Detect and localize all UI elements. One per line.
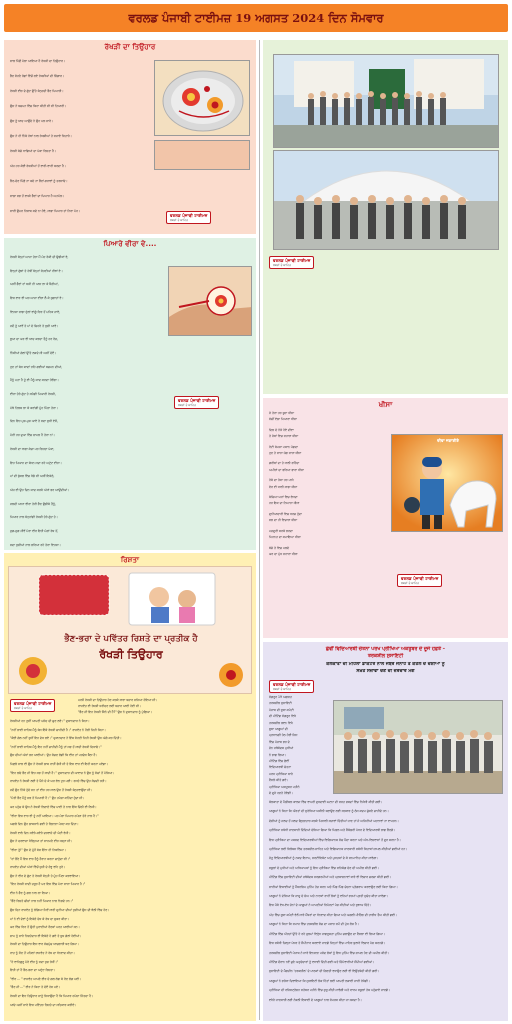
taraksheel-heading (267, 646, 504, 660)
text-line: ਰੱਖੜੀਆਂ ਹਨ ਤੁਸੀਂ ਆਪਣੀ ਪਸੰਦ ਦੀ ਚੁਣ ਲਵੋ।" ਦੁਕਾਨਦਾਰ ਨੇ ਕਿਹਾ। (10, 719, 90, 723)
text-line: "ਹੇ ਵਾਹਿਗੁਰੂ ਮੇਰੇ ਵੀਰ ਨੂੰ ਸਦਾ ਖੁਸ਼ ਰੱਖੀਂ।" (10, 959, 59, 964)
text-line: ਉਸ ਨੇ ਦਰਵਾਜ਼ਾ ਖੋਲ੍ਹਿਆ ਤਾਂ ਸਾਹਮਣੇ ਵੀਰ ਖੜ੍ਹਾ ਸੀ। (10, 839, 73, 844)
text-line: ਮੀਟਿੰਗ ਵਿੱਚ ਔਰਤਾਂ ਉੱਤੇ ਹੋ ਰਹੇ ਜ਼ੁਲਮਾਂ ਵਿਰੁੱਧ ਜਾਗਰੂਕਤਾ ਮੁਹਿੰਮ ਚਲਾਉਣ ਦਾ ਫੈਸਲਾ ਵੀ ਲਿਆ ਗਿਆ। (269, 931, 385, 936)
text-line: "ਵੀਰ ... " ਰਾਜਵੰਤ ਆਪਣੇ ਵੀਰ ਦੇ ਗਲ ਲੱਗ ਕੇ ਰੋਣ ਲੱਗ ਪਈ। (10, 976, 82, 981)
text-line: ਆਗੂਆਂ ਨੇ ਭਰੋਸਾ ਦਿਵਾਇਆ ਕਿ ਸੁਸਾਇਟੀ ਲੋਕ ਹਿੱਤਾਂ ਲਈ ਆਪਣੀ ਲੜਾਈ ਜਾਰੀ ਰੱਖੇਗੀ। (269, 978, 370, 983)
text-line: ਪ੍ਰਧਾਨਗੀ ਹੇਠ ਹੋਈ ਜਿਸ (269, 733, 298, 738)
text-line: ਦਿਲ ਦੇ ਨੇੜੇ ਹੋਵੇ ਦੀਵਾ (269, 427, 294, 432)
text-line: ਰੋਟੀ ਕੱਪੜਾ ਮਕਾਨ ਮੰਗਦਾ (269, 444, 298, 449)
text-line: ਆਓ ਅਸੀਂ ਸਾਰੇ ਇਸ ਪਵਿੱਤਰ ਰਿਸ਼ਤੇ ਦਾ ਸਤਿਕਾਰ ਕਰੀਏ। (10, 1002, 77, 1007)
text-line: ਜ਼ੋਨ ਜਥੇਬੰਦਕ ਮੁਖੀਆਂ (269, 746, 294, 751)
text-line: ਰੱਖੜੀ ਦਾ ਧਾਗਾ ਕੱਚਾ ਪਰ ਰਿਸ਼ਤਾ ਪੱਕਾ, (10, 446, 55, 451)
text-line: ਉਸ ਦਿਨ ਰਾਜਵੰਤ ਨੂੰ ਲੱਗਿਆ ਜਿਵੇਂ ਸਾਰੀ ਦੁਨੀਆ ਦੀਆਂ ਖੁਸ਼ੀਆਂ ਉਸ ਦੀ ਝੋਲੀ ਵਿੱਚ ਹੋਣ। (10, 908, 110, 913)
taraksheel-section (263, 642, 508, 1021)
kheesa-text (269, 410, 389, 557)
text-line: ਵੀਰ ਨੇ ਭੈਣ ਨੂੰ ਗਲ ਨਾਲ ਲਾ ਲਿਆ। (10, 890, 51, 895)
group-photo-2 (274, 151, 499, 250)
text-line: ਪਰਖ ਪ੍ਰੀਖਿਆ ਬਾਰੇ (269, 771, 293, 776)
text-line: "ਵੀਰਾ ਇਸ ਵਾਰ ਵੀ ਤੂੰ ਨਹੀਂ ਆਇਆ। ਪਰ ਮੇਰਾ ਪਿਆਰ ਹਮੇਸ਼ਾ ਤੇਰੇ ਨਾਲ ਹੈ।" (10, 813, 99, 818)
text-line: ਮੇਰੀ ਹਰ ਦੁਆ ਵਿੱਚ ਸ਼ਾਮਲ ਹੈ ਤੇਰਾ ਨਾਂ। (10, 433, 55, 438)
text-line: ਉਸ ਨੇ ਵੀਰ ਦੇ ਗੁੱਟ ਤੇ ਰੱਖੜੀ ਬੰਨ੍ਹੀ ਤੇ ਮੂੰਹ ਮਿੱਠਾ ਕਰਵਾਇਆ। (10, 873, 81, 878)
text-line: ਮਿਹਨਤ ਦਾ ਕਮਾਇਆ ਖੀਸਾ (269, 535, 301, 540)
text-line: ਭੈਣ ਸੋਹਣੇ ਰੰਗਾਂ ਵਿੱਚੋਂ ਲਵੇ ਰੱਖੜੀਆਂ ਦੀ ਸ਼ਿੰਗਾਰ। (10, 74, 65, 78)
text-line: ਦੋਸ਼ੀਆਂ ਨੂੰ ਜਲਦ ਤੋਂ ਜਲਦ ਗ੍ਰਿਫ਼ਤਾਰ ਕਰਕੇ ਮਿਸਾਲੀ ਸਜ਼ਾਵਾਂ ਦਿੱਤੀਆਂ ਜਾਣ ਤਾਂ ਜੋ ਅਜਿਹੀਆਂ ਘਟਨਾਵਾਂ ਨਾ ਵਾਪਰਨ। (269, 818, 399, 823)
text-line: ਤਰਕਸ਼ੀਲ ਸੁਸਾਇਟੀ (269, 701, 292, 706)
logo-subtitle: ਖ਼ਬਰਾਂ ਤੇ ਸਾਹਿਤ (178, 403, 196, 407)
guru-horse-illustration (392, 435, 503, 532)
logo-title: ਵਰਲਡ ਪੰਜਾਬੀ ਟਾਈਮਜ਼ (273, 682, 311, 687)
text-line: ਇਸ ਪ੍ਰੀਖਿਆ ਦਾ ਮਕਸਦ ਵਿਦਿਆਰਥੀਆਂ ਵਿੱਚ ਵਿਗਿਆਨਕ ਸੋਚ ਪੈਦਾ ਕਰਨਾ ਅਤੇ ਅੰਧ-ਵਿਸ਼ਵਾਸਾਂ ਤੋਂ ਦੂਰ ਕਰਨਾ ਹੈ। (269, 837, 401, 842)
group-photo-1 (274, 55, 499, 148)
text-line: ਜਲਦੀ ਆਜਾ ਵੀਰਾ ਤੇਰੀ ਭੈਣ ਉਡੀਕੇ ਤੈਨੂੰ, (10, 501, 56, 506)
text-line: ਰਾਜਵੰਤ ਨੇ ਰੱਖੜੀ ਲਈ ਤੇ ਪੈਸੇ ਦੇ ਕੇ ਘਰ ਵੱਲ ਤੁਰ ਪਈ। ਰਸਤੇ ਵਿੱਚ ਉਹ ਸੋਚਦੀ ਰਹੀ। (10, 779, 107, 784)
text-line: ਜੇ ਤੇਰਾ ਹਰ ਬੂਹਾ ਖੀਸਾ (269, 411, 295, 415)
text-line: ਦੀ ਮੀਟਿੰਗ ਸੰਗਰੂਰ ਵਿਖੇ (269, 714, 296, 719)
text-line: ਫੇਰ ਵੀ ਖਾਲੀ ਸਾਡਾ ਖੀਸਾ (269, 484, 298, 489)
taraksheel-body (269, 798, 503, 1005)
rishta-banner-line1: ਭੈਣ-ਭਰਾ ਦੇ ਪਵਿੱਤਰ ਰਿਸ਼ਤੇ ਦਾ ਪ੍ਰਤੀਕ ਹੈ (64, 634, 198, 644)
text-line: ਰੱਖੜੀ ਵੀਰ ਦੇ ਗੁੱਟ ਉੱਤੇ ਬੰਨ੍ਹਦੀ ਭੈਣ ਪਿਆਰੀ। (10, 89, 64, 93)
kheesa-image-caption: ਦੀਵਾ ਜਗਾਈਏ (437, 438, 459, 443)
text-line: ਭੂਆ ਦਾ ਘਰ ਵੀ ਯਾਦ ਕਰਦਾ ਤੈਨੂੰ ਹਰ ਰੋਜ਼, (10, 337, 59, 342)
text-line: ਵਧੇਰੇ ਜਾਣਕਾਰੀ ਲਈ ਨੇੜਲੀ ਇਕਾਈ ਦੇ ਆਗੂਆਂ ਨਾਲ ਸੰਪਰਕ ਕੀਤਾ ਜਾ ਸਕਦਾ ਹੈ। (269, 997, 362, 1002)
text-line: ਇਸ ਸਬੰਧੀ ਜ਼ਿਲ੍ਹਾ ਪੱਧਰ ਤੇ ਸੈਮੀਨਾਰ ਕਰਵਾਏ ਜਾਣਗੇ ਜਿਨ੍ਹਾਂ ਵਿੱਚ ਮਾਹਿਰ ਬੁਲਾਰੇ ਵਿਚਾਰ ਪੇਸ਼ ਕਰਨਗੇ। (269, 941, 386, 946)
text-line: ਪਰਸੋਂ ਰੱਖੜੀ ਦਾ ਤਿਉਹਾਰ ਹੋਣ ਕਰਕੇ ਸਾਰਾ ਬਜ਼ਾਰ ਸਜਿਆ ਹੋਇਆ ਸੀ। (78, 698, 158, 702)
text-line: ਪ੍ਰੀਖਿਆ ਦੀ ਰਜਿਸਟ੍ਰੇਸ਼ਨ ਸਤੰਬਰ ਮਹੀਨੇ ਵਿੱਚ ਸ਼ੁਰੂ ਕੀਤੀ ਜਾਵੇਗੀ ਅਤੇ ਫਾਰਮ ਸਕੂਲਾਂ ਤੱਕ ਪਹੁੰਚਾਏ ਜਾਣਗੇ। (269, 988, 391, 993)
text-line: ਵਿਹੜਾ ਸਾਡਾ ਫੁੱਲਾਂ ਵਾਂਗੂੰ ਫਿਰ ਤੋਂ ਮਹਿਕ ਜਾਵੇ, (10, 309, 61, 314)
piyare-text (10, 251, 170, 550)
text-line: ਤਰਕਸ਼ੀਲ ਸੁਸਾਇਟੀ ਪੰਜਾਬ ਨੇ ਸਾਰੇ ਇਨਸਾਫ਼ ਪਸੰਦ ਲੋਕਾਂ ਨੂੰ ਇਸ ਮੁਹਿੰਮ ਵਿੱਚ ਸ਼ਾਮਲ ਹੋਣ ਦੀ ਅਪੀਲ ਕੀਤੀ। (269, 950, 390, 955)
rishta-heading: ਰਿਸ਼ਤਾ (120, 555, 140, 564)
column-divider (259, 40, 260, 1020)
logo-subtitle: ਖ਼ਬਰਾਂ ਤੇ ਸਾਹਿਤ (273, 687, 291, 691)
rishta-intro (78, 697, 250, 715)
logo-title: ਵਰਲਡ ਪੰਜਾਬੀ ਟਾਈਮਜ਼ (401, 576, 439, 581)
text-line: ਅੰਤ ਵਿੱਚ ਸੂਬਾ ਕਮੇਟੀ ਵੱਲੋਂ ਸਾਰੇ ਮੈਂਬਰਾਂ ਦਾ ਧੰਨਵਾਦ ਕੀਤਾ ਗਿਆ ਅਤੇ ਅਗਲੀ ਮੀਟਿੰਗ ਦੀ ਤਾਰੀਖ ਤੈਅ ਕੀਤੀ ਗਈ। (269, 912, 397, 917)
text-line: ਸਾਰੀ ਉਮਰ ਹਿਸਾਬ ਕਦੇ ਨਾ ਹੋਵੇ, ਸਾਡਾ ਪਿਆਰ ਤਾਂ ਨਿਰਾ ਮੋਹ। (10, 209, 81, 213)
piyare-heading: ਪਿਆਰੇ ਵੀਰਾ ਵੇ.... (103, 239, 157, 248)
text-line: ਸੁਸਾਇਟੀ ਦੇ ਮੈਗਜ਼ੀਨ 'ਤਰਕਸ਼ੀਲ' ਦੇ ਪਾਠਕਾਂ ਦੀ ਗਿਣਤੀ ਵਧਾਉਣ ਲਈ ਵੀ ਵਿਉਂਤਬੰਦੀ ਕੀਤੀ ਗਈ। (269, 969, 380, 974)
subhead-line-1: ਕੋਲਕਾਤਾ ਦੀ ਮਹਿਲਾ ਡਾਕਟਰ ਨਾਲ ਜਬਰ ਜਨਾਹ ਤੇ ਕਤਲ ਦੇ ਦੋਸ਼ੀਆਂ ਨੂੰ (326, 662, 445, 667)
text-line: ਨਿੱਕੀਆਂ ਗੱਲਾਂ ਉੱਤੇ ਲੜਦੇ ਸੀ ਅਸੀਂ ਦੋਵੇਂ। (10, 350, 57, 355)
text-line: ਗਰੀਬਾਂ ਦਾ ਤੇ ਖਾਲੀ ਰਹਿੰਦਾ (269, 461, 300, 466)
rakhi-plate-photo (154, 60, 250, 136)
text-line: ਦੁਨੀਆਦਾਰੀ ਵਿਚ ਖਰਚ ਹੁੰਦਾ (269, 511, 302, 516)
text-line: "ਨਹੀਂ ਭਾਈ ਸਾਹਿਬ ਮੈਨੂੰ ਬੱਸ ਇੱਕੋ ਰੱਖੜੀ ਚਾਹੀਦੀ ਹੈ।" ਰਾਜਵੰਤ ਨੇ ਹੌਲੀ ਜਿਹੀ ਕਿਹਾ। (10, 727, 106, 732)
text-line: ਪ੍ਰੀਖਿਆ ਲਈ ਸਿਲੇਬਸ ਵਿੱਚ ਤਰਕਸ਼ੀਲ ਸਾਹਿਤ ਅਤੇ ਵਿਗਿਆਨਕ ਜਾਣਕਾਰੀ ਸਬੰਧੀ ਕਿਤਾਬਾਂ ਸ਼ਾਮਲ ਕੀਤੀਆਂ ਗਈਆਂ ਹਨ। (269, 847, 408, 852)
text-line: ਪਿਆਰ ਨਾਲ ਬੰਨ੍ਹਾਂਗੀ ਰੱਖੜੀ ਤੇਰੇ ਗੁੱਟ ਤੇ। (10, 515, 58, 520)
text-line: ਕੋਲਕਾਤਾ ਦੇ ਮੈਡੀਕਲ ਕਾਲਜ ਵਿੱਚ ਵਾਪਰੀ ਦੁਖਦਾਈ ਘਟਨਾ ਦੀ ਸਖ਼ਤ ਸ਼ਬਦਾਂ ਵਿੱਚ ਨਿਖੇਧੀ ਕੀਤੀ ਗਈ। (269, 800, 383, 804)
rakhi-text (10, 54, 150, 219)
text-line: ਘਰ ਵਿੱਚ ਫਿਰ ਤੋਂ ਉਹੀ ਪੁਰਾਣੀਆਂ ਰੌਣਕਾਂ ਪਰਤ ਆਈਆਂ ਸਨ। (10, 925, 80, 930)
text-line: ਇਨ੍ਹਾਂ ਗੁੱਥਾਂ ਤੇ ਹੱਥੀਂ ਬੰਨ੍ਹਾਂ ਸੋਹਣੀਆਂ ਰੀਝਾਂ ਵੇ। (10, 268, 63, 273)
text-line: "ਭੈਣ ਜੀ ..." ਵੀਰ ਨੇ ਕਿਹਾ ਤੇ ਦੋਵੇਂ ਹੱਸ ਪਏ। (10, 985, 61, 990)
text-line: ਆਗੂਆਂ ਨੇ ਕਿਹਾ ਕਿ ਔਰਤਾਂ ਦੀ ਸੁਰੱਖਿਆ ਯਕੀਨੀ ਬਣਾਉਣ ਲਈ ਸਰਕਾਰ ਨੂੰ ਠੋਸ ਕਦਮ ਚੁੱਕਣੇ ਚਾਹੀਦੇ ਹਨ। (269, 809, 389, 814)
kheesa-guru-photo (391, 434, 503, 532)
rakhi-bottom-photo (154, 140, 250, 170)
text-line: ਆਗੂਆਂ ਨੇ ਕਿਹਾ ਕਿ ਸਮਾਜ ਵਿੱਚ ਤਰਕਸ਼ੀਲ ਸੋਚ ਦਾ ਪਸਾਰ ਸਮੇਂ ਦੀ ਮੁੱਖ ਲੋੜ ਹੈ। (269, 922, 359, 927)
text-line: ਸਭ ਦਾ ਹੀ ਵਿਚਾਰਾ ਖੀਸਾ (269, 518, 298, 523)
text-line: ਰੱਖੜੀ ਬੰਨ੍ਹਾਂ ਆਜਾ ਤੇਰਾ ਮੈਂ ਮੋਹ ਰੋਕੀ ਦੀ ਉਡੀਕਾਂ ਵੇ, (10, 255, 69, 259)
logo-subtitle: ਖ਼ਬਰਾਂ ਤੇ ਸਾਹਿਤ (170, 218, 188, 222)
text-line: ਅਗਲੇ ਦਿਨ ਉਹ ਡਾਕਖ਼ਾਨੇ ਗਈ ਤੇ ਲਿਫ਼ਾਫ਼ਾ ਪੋਸਟ ਕਰ ਦਿੱਤਾ। (10, 822, 79, 827)
text-line: ਜੇਤੂ ਵਿਦਿਆਰਥੀਆਂ ਨੂੰ ਨਕਦ ਇਨਾਮ, ਸਰਟੀਫਿਕੇਟ ਅਤੇ ਪੁਸਤਕਾਂ ਦੇ ਕੇ ਸਨਮਾਨਿਤ ਕੀਤਾ ਜਾਵੇਗਾ। (269, 856, 379, 861)
text-line: ਸੂਬਾ ਆਗੂਆਂ ਦੀ (269, 727, 288, 732)
text-line: ਸਕੂਲਾਂ ਦੇ ਮੁਖੀਆਂ ਅਤੇ ਅਧਿਆਪਕਾਂ ਨੂੰ ਇਸ ਪ੍ਰੀਖਿਆ ਵਿੱਚ ਸਹਿਯੋਗ ਦੇਣ ਦੀ ਅਪੀਲ ਕੀਤੀ ਗਈ। (269, 865, 379, 870)
text-line: ਸਾਲ ਪਿੱਛੋਂ ਮੇਲਾ ਆਇਆ ਹੈ ਰੱਖੜੀ ਦਾ ਤਿਉਹਾਰ। (10, 59, 66, 63)
text-line: ਇਹੀ ਤਾਂ ਹੈ ਭੈਣ-ਭਰਾ ਦਾ ਅਟੁੱਟ ਰਿਸ਼ਤਾ। (10, 968, 56, 973)
text-line: ਹਰ ਇਕ ਦਾ ਨਿਆਰਾ ਖੀਸਾ (269, 501, 300, 506)
rishta-logo (10, 699, 55, 712)
text-line: ਅੱਜ ਹਰ ਕੋਈ ਰੱਖੜੀਆਂ ਤੋਂ ਵਾਰੀ-ਵਾਰੀ ਕਰਦਾ ਹੈ। (10, 164, 66, 168)
logo-title: ਵਰਲਡ ਪੰਜਾਬੀ ਟਾਈਮਜ਼ (14, 701, 52, 706)
text-line: ਤਰਕਸ਼ੀਲ ਭਵਨ ਵਿਖੇ (269, 720, 293, 725)
piyare-logo (174, 396, 219, 409)
text-line: ਉਸ ਨੂੰ ਯਾਦ ਆਉਂਦੇ ਨੇ ਉਹ ਪਲ ਸਾਰੇ। (10, 119, 54, 123)
text-line: ਸੱਚੀਂ ਵੱਡਾ ਪਿਆਰਾ ਖੀਸਾ (269, 417, 297, 422)
text-line: "ਭੈਣੇ ਰਿਸ਼ਤੇ ਚੀਜ਼ਾਂ ਨਾਲ ਨਹੀਂ ਪਿਆਰ ਨਾਲ ਨਿਭਦੇ ਹਨ।" (10, 899, 74, 904)
text-line: "ਇਹ ਲਓ ਭੈਣ ਜੀ ਇਹ ਸਭ ਤੋਂ ਸਾਦੀ ਹੈ।" ਦੁਕਾਨਦਾਰ ਦੀ ਆਵਾਜ਼ ਨੇ ਉਸ ਨੂੰ ਸੋਚਾਂ ਤੋਂ ਮੋੜਿਆ। (10, 770, 115, 775)
text-line: ਬੱਚੇ ਤੇ ਵਿਚ ਪਲਦੇ (269, 545, 290, 550)
text-line: ਉਸ ਨੇ ਬਚਪਨ ਵਿੱਚ ਕਿਹਾ ਕੀਤੀ ਸੀ ਸੀ ਤਿਆਰੀ। (10, 104, 67, 108)
text-line: ਮੀਟਿੰਗ ਦੌਰਾਨ ਨਵੇਂ ਚੁਣੇ ਅਹੁਦੇਦਾਰਾਂ ਨੂੰ ਵਧਾਈ ਦਿੱਤੀ ਗਈ ਅਤੇ ਜ਼ਿੰਮੇਵਾਰੀਆਂ ਸੌਂਪੀਆਂ ਗਈਆਂ। (269, 959, 375, 964)
taraksheel-subheading (267, 662, 504, 675)
text-line: ਘਰ ਪਹੁੰਚ ਕੇ ਉਸ ਨੇ ਰੱਖੜੀ ਲਿਫ਼ਾਫ਼ੇ ਵਿੱਚ ਪਾਈ ਤੇ ਨਾਲ ਇੱਕ ਚਿੱਠੀ ਵੀ ਲਿਖੀ। (10, 804, 97, 809)
text-line: ਜੁਗ-ਜੁਗ ਜੀਵੇਂ ਮੇਰਾ ਵੀਰ ਇਹੀ ਮੰਗਾਂ ਰੱਬ ਤੋਂ, (10, 529, 59, 534)
text-line: "ਨਹੀਂ ਭਾਈ ਸਾਹਿਬ ਮੈਨੂੰ ਇਹ ਨਹੀਂ ਚਾਹੀਦੀ ਮੈਨੂੰ ਤਾਂ ਸਭ ਤੋਂ ਸਾਦੀ ਰੱਖੜੀ ਦਿਖਾਓ।" (10, 744, 102, 749)
text-line: ਮਾਂ ਨੇ ਵੀ ਦੋਵਾਂ ਨੂੰ ਇਕੱਠੇ ਦੇਖ ਕੇ ਰੱਬ ਦਾ ਸ਼ੁਕਰ ਕੀਤਾ। (10, 916, 70, 921)
headline-line-2: ਤਰਕਸ਼ੀਲ ਸੁਸਾਇਟੀ (367, 654, 404, 659)
text-line: ਉਸ ਨੇ ਹੀ ਨਿੱਕੇ ਹੱਥਾਂ ਨਾਲ ਰੱਖੜੀਆਂ ਤੇ ਸਜਾਏ ਸਿਤਾਰੇ। (10, 134, 72, 138)
text-line: ਹੁਣ ਤੇ ਸਾਰਾ ਜੱਗ ਸਾਰਾ ਖੀਸਾ (269, 451, 302, 456)
rakhi-section (4, 40, 256, 234)
text-line: ਰਾਜਵੰਤ ਦੀਆਂ ਅੱਖਾਂ ਵਿੱਚੋਂ ਖੁਸ਼ੀ ਦੇ ਹੰਝੂ ਵਹਿ ਤੁਰੇ। (10, 865, 66, 870)
logo-subtitle: ਖ਼ਬਰਾਂ ਤੇ ਸਾਹਿਤ (401, 581, 419, 585)
masthead (0, 0, 512, 36)
kartarpur-logo (269, 256, 314, 269)
text-line: ਹੋਕੇ ਦਾ ਹੋਕਾ ਹਰ ਪਾਸੇ (269, 478, 294, 483)
text-line: ਸਾਰੀਆਂ ਇਕਾਈਆਂ ਨੂੰ ਮੈਂਬਰਸ਼ਿਪ ਮੁਹਿੰਮ ਤੇਜ਼ ਕਰਨ ਅਤੇ ਪਿੰਡ ਪਿੰਡ ਚੇਤਨਾ ਪ੍ਰੋਗਰਾਮ ਕਰਵਾਉਣ ਲਈ ਕਿਹਾ ਗਿਆ। (269, 884, 398, 889)
text-line: ਮਜ਼ਦੂਰੀ ਕਰਕੇ ਭਰਦਾ (269, 528, 293, 533)
rakhi-heading: ਰੱਖੜੀ ਦਾ ਤਿਉਹਾਰ (104, 42, 156, 51)
rishta-body (10, 717, 250, 1009)
kheesa-heading: ਖੀਸਾ (378, 400, 393, 409)
text-line: "ਮੇਰੀ ਭੈਣ ਮੈਨੂੰ ਸਭ ਤੋਂ ਪਿਆਰੀ ਹੈ।" ਉਹ ਹਮੇਸ਼ਾ ਕਹਿੰਦਾ ਹੁੰਦਾ ਸੀ। (10, 796, 85, 801)
text-line: "ਭੈਣ ਜੀ ਇਹ ਰੱਖੜੀ ਕਿੰਨੇ ਦੀ ਹੈ?" ਉਸ ਨੇ ਦੁਕਾਨਦਾਰ ਨੂੰ ਪੁੱਛਿਆ। (78, 710, 153, 714)
rishta-banner (8, 566, 252, 694)
meeting-group-photo (334, 701, 503, 794)
text-line: ਰੱਖੜੀ ਦਾ ਤਿਉਹਾਰ ਇਸ ਵਾਰ ਸੱਚਮੁੱਚ ਯਾਦਗਾਰੀ ਬਣ ਗਿਆ। (10, 942, 79, 947)
text-line: ਲੈਣ-ਦੇਣ ਪਿੱਛੇ ਨਾ ਕਦੇ ਨਾ ਭੈਣਾਂ-ਭਰਾਵਾਂ ਨੂੰ ਤਰਸਾਓ। (10, 179, 68, 183)
text-line: "ਵੀਰਾ ਤੂੰ!" ਉਸ ਦੇ ਮੂੰਹੋਂ ਬੱਸ ਇੰਨਾ ਹੀ ਨਿਕਲਿਆ। (10, 847, 66, 852)
kartarpur-section (263, 40, 508, 394)
text-line: ਇਹ ਪਿਆਰ ਦਾ ਬੰਧਨ ਸਦਾ ਰਹੇ ਅਟੁੱਟ ਵੀਰਾ। (10, 460, 62, 465)
text-line: ਰਾਜਵੰਤ ਵੀ ਰੱਖੜੀ ਖਰੀਦਣ ਲਈ ਬਜ਼ਾਰ ਆਈ ਹੋਈ ਸੀ। (78, 704, 141, 708)
logo-title: ਵਰਲਡ ਪੰਜਾਬੀ ਟਾਈਮਜ਼ (178, 398, 216, 403)
text-line: ਆਗੂਆਂ ਨੇ ਦੱਸਿਆ ਕਿ ਜਾਦੂ ਦੇ ਸ਼ੋਅ ਅਤੇ ਨਾਟਕਾਂ ਰਾਹੀਂ ਲੋਕਾਂ ਨੂੰ ਵਹਿਮਾਂ ਭਰਮਾਂ ਪ੍ਰਤੀ ਸੁਚੇਤ ਕੀਤਾ ਜਾਵੇਗਾ। (269, 894, 389, 899)
text-line: ਪੰਜਾਬ ਦੀ ਸੂਬਾ ਕਮੇਟੀ (269, 707, 294, 712)
text-line: ਮੀਟਿੰਗ ਵਿੱਚ ਛੇਵੀਂ (269, 759, 289, 764)
rakhi-banner-illustration (9, 567, 252, 694)
text-line: "ਹਾਂ ਭੈਣੇ ਮੈਂ ਇਸ ਵਾਰ ਤੈਨੂੰ ਹੈਰਾਨ ਕਰਨਾ ਚਾਹੁੰਦਾ ਸੀ।" (10, 856, 71, 861)
text-line: ਅੱਜ ਵੀ ਉਹ ਦਿਨ ਯਾਦ ਕਰਕੇ ਅੱਖਾਂ ਭਰ ਆਉਂਦੀਆਂ। (10, 487, 70, 492)
text-line: ਉਸ ਦੀਆਂ ਅੱਖਾਂ ਭਰ ਆਈਆਂ। ਉਹ ਸੋਚਣ ਲੱਗੀ ਕਿ ਵੀਰ ਤਾਂ ਪਰਦੇਸ ਬੈਠਾ ਹੈ। (10, 753, 98, 758)
text-line: ਰੱਖੜੀ ਵਾਲੇ ਦਿਨ ਸਵੇਰੇ-ਸਵੇਰੇ ਦਰਵਾਜ਼ੇ ਦੀ ਘੰਟੀ ਵੱਜੀ। (10, 830, 71, 835)
text-line: ਇਸ ਮੌਕੇ ਵੱਖ-ਵੱਖ ਜ਼ੋਨਾਂ ਦੇ ਆਗੂਆਂ ਨੇ ਆਪਣੀਆਂ ਰਿਪੋਰਟਾਂ ਪੇਸ਼ ਕੀਤੀਆਂ ਅਤੇ ਸੁਝਾਅ ਦਿੱਤੇ। (269, 903, 372, 908)
subhead-line-2: ਸਖ਼ਤ ਸਜ਼ਾਵਾਂ ਦੇਣ ਦੀ ਜ਼ੋਰਦਾਰ ਮੰਗ (356, 668, 415, 674)
text-line: ਰੱਖੜੀ ਕੱਚੇ ਧਾਗਿਆਂ ਦਾ ਪੱਕਾ ਰਿਸ਼ਤਾ ਹੈ। (10, 149, 57, 153)
text-line: ਪ੍ਰੀਖਿਆ ਅਕਤੂਬਰ ਮਹੀਨੇ (269, 784, 300, 789)
text-line: ਘਰ ਦਾ ਮੁੱਖ ਸਹਾਰਾ ਖੀਸਾ (269, 551, 298, 556)
text-line: ਕੱਚਿਆ ਘਰਾਂ ਵਿਚ ਵੱਸਦਾ (269, 495, 298, 500)
kartarpur-photo-1 (273, 54, 499, 148)
text-line: ਜਦੋਂ ਤੂੰ ਆਵੇਂ ਤੇ ਮਾਂ ਦੇ ਚਿਹਰੇ ਤੇ ਖੁਸ਼ੀ ਆਵੇ। (10, 323, 59, 328)
rakhi-plate-illustration (155, 61, 250, 136)
text-line: ਦੇ ਦੂਜੇ ਹਫ਼ਤੇ ਹੋਵੇਗੀ। (269, 791, 293, 796)
text-line: ਅਮੀਰਾਂ ਦਾ ਭਰਿਆ ਭਾਰਾ ਖੀਸਾ (269, 467, 304, 472)
logo-subtitle: ਖ਼ਬਰਾਂ ਤੇ ਸਾਹਿਤ (273, 263, 291, 267)
taraksheel-logo (269, 680, 314, 693)
text-line: ਰਾਤ ਨੂੰ ਸੌਣ ਤੋਂ ਪਹਿਲਾਂ ਰਾਜਵੰਤ ਨੇ ਰੱਬ ਦਾ ਧੰਨਵਾਦ ਕੀਤਾ। (10, 951, 75, 956)
text-line: ਫੈਸਲੇ ਕੀਤੇ ਗਏ। (269, 778, 289, 783)
rishta-section (4, 553, 256, 1021)
text-line: ਮੀਟਿੰਗ ਵਿੱਚ ਸੁਸਾਇਟੀ ਦੀਆਂ ਜਥੇਬੰਦਕ ਸਰਗਰਮੀਆਂ ਅਤੇ ਪ੍ਰਕਾਸ਼ਨਾਵਾਂ ਬਾਰੇ ਵੀ ਵਿਚਾਰ ਚਰਚਾ ਕੀਤੀ ਗਈ। (269, 875, 392, 880)
text-line: ਤੇ ਜੇਬਾਂ ਵਿਚ ਸਹਾਰਾ ਖੀਸਾ (269, 434, 299, 439)
text-line: ਵਿੱਚ ਪੰਜਾਬ ਭਰ ਦੇ (269, 739, 290, 744)
text-line: ਪਿਛਲੇ ਸਾਲ ਵੀ ਉਸ ਨੇ ਰੱਖੜੀ ਡਾਕ ਰਾਹੀਂ ਭੇਜੀ ਸੀ ਤੇ ਇਸ ਵਾਰ ਵੀ ਇਹੀ ਕਰਨਾ ਪਵੇਗਾ। (10, 761, 109, 766)
kartarpur-photo-2 (273, 150, 499, 250)
headline-line-1: ਛੇਵੀਂ ਵਿਦਿਆਰਥੀ ਚੇਤਨਾ ਪਰਖ ਪ੍ਰੀਖਿਆ ਅਕਤੂਬਰ ਦੇ ਦੂਜੇ ਹਫ਼ਤੇ – (325, 647, 446, 652)
text-line: ਮਾਂ ਦੀ ਬੁੱਕਲ ਵਿੱਚ ਖੇਡੇ ਸੀ ਅਸੀਂ ਇਕੱਠੇ, (10, 474, 55, 479)
text-line: ਸਾਡਾ ਸਭ ਤੋਂ ਵਧਕੇ ਭੈਣਾਂ ਦਾ ਪਿਆਰ ਹੈ ਅਨਮੋਲ। (10, 194, 65, 198)
text-line: "ਕੋਈ ਗੱਲ ਨਹੀਂ ਤੁਸੀਂ ਇਹ ਦੇਖ ਲਵੋ।" ਦੁਕਾਨਦਾਰ ਨੇ ਇੱਕ ਸੋਹਣੀ ਜਿਹੀ ਰੱਖੜੀ ਉਸ ਅੱਗੇ ਕਰ ਦਿੱਤੀ। (10, 736, 122, 741)
text-line: ਪ੍ਰੀਖਿਆ ਸਬੰਧੀ ਜਾਣਕਾਰੀ ਦਿੰਦਿਆਂ ਦੱਸਿਆ ਗਿਆ ਕਿ ਮਿਡਲ ਅਤੇ ਸੈਕੰਡਰੀ ਪੱਧਰ ਦੇ ਵਿਦਿਆਰਥੀ ਭਾਗ ਲੈਣਗੇ। (269, 828, 396, 833)
rakhi-logo (166, 211, 211, 224)
piyare-section (4, 238, 256, 550)
rishta-banner-line2: ਰੱਖੜੀ ਤਿਉਹਾਰ (99, 648, 163, 661)
text-line: ਨੇ ਭਾਗ ਲਿਆ। (269, 752, 287, 757)
text-line: ਜਦੋਂ ਉਹ ਨਿੱਕੇ ਹੁੰਦੇ ਸਨ ਤਾਂ ਵੀਰ ਹਰ ਸਾਲ ਉਸ ਤੋਂ ਰੱਖੜੀ ਬੰਨ੍ਹਵਾਉਂਦਾ ਸੀ। (10, 787, 93, 792)
text-line: ਦਿਨ ਇਹ ਮੁੜ-ਮੁੜ ਆਵੇ ਤੇ ਸਦਾ ਸੁਖੀ ਵੱਸੇਂ, (10, 419, 58, 424)
text-line: ਰੱਖੜੀ ਦਾ ਇਹ ਤਿਉਹਾਰ ਸਾਨੂੰ ਸਿਖਾਉਂਦਾ ਹੈ ਕਿ ਪਿਆਰ ਹਮੇਸ਼ਾ ਜਿੱਤਦਾ ਹੈ। (10, 994, 94, 998)
logo-subtitle: ਖ਼ਬਰਾਂ ਤੇ ਸਾਹਿਤ (14, 706, 32, 710)
masthead-title: ਵਰਲਡ ਪੰਜਾਬੀ ਟਾਈਮਜ਼ 19 ਅਗਸਤ 2024 ਦਿਨ ਸੋਮਵਾਰ (128, 10, 384, 25)
kheesa-section (263, 398, 508, 638)
taraksheel-group-photo (333, 700, 503, 794)
text-line: ਅਸੀਂ ਭੈਣਾਂ ਹਾਂ ਬੜੀ ਹੀ ਆਸ ਲਾ ਕੇ ਬੈਠੀਆਂ, (10, 282, 59, 287)
logo-title: ਵਰਲਡ ਪੰਜਾਬੀ ਟਾਈਮਜ਼ (170, 213, 208, 218)
logo-title: ਵਰਲਡ ਪੰਜਾਬੀ ਟਾਈਮਜ਼ (273, 258, 311, 263)
text-line: ਸ਼ਾਮ ਨੂੰ ਸਾਰੇ ਰਿਸ਼ਤੇਦਾਰ ਵੀ ਇਕੱਠੇ ਹੋ ਗਏ ਤੇ ਖੂਬ ਗੱਲਾਂ ਹੋਈਆਂ। (10, 933, 82, 938)
text-line: ਇਸ ਵਾਰ ਵੀ ਘਰ ਆਜਾ ਵੀਰਾ ਲੈ ਕੇ ਸੁਗਾਤਾਂ ਵੇ। (10, 296, 64, 301)
hands-rakhi-photo (168, 266, 252, 336)
text-line: ਹੁਣ ਤਾਂ ਬੱਸ ਯਾਦਾਂ ਰਹਿ ਗਈਆਂ ਬਚਪਨ ਦੀਆਂ, (10, 364, 63, 369)
text-line: ਵਿਦਿਆਰਥੀ ਚੇਤਨਾ (269, 765, 292, 770)
text-line: ਸੰਗਰੂਰ 19 ਅਗਸਤ (269, 695, 292, 699)
text-line: ਮੱਥੇ ਤਿਲਕ ਲਾ ਕੇ ਕਰਾਂਗੀ ਮੂੰਹ ਮਿੱਠਾ ਤੇਰਾ। (10, 405, 58, 410)
text-line: ਸਦਾ ਖੁਸ਼ੀਆਂ ਨਾਲ ਭਰਿਆ ਰਹੇ ਤੇਰਾ ਵਿਹੜਾ। (10, 542, 61, 547)
text-line: ਮੈਨੂੰ ਪਤਾ ਹੈ ਤੂੰ ਵੀ ਮੈਨੂੰ ਯਾਦ ਕਰਦਾ ਹੋਵੇਂਗਾ। (10, 378, 59, 383)
taraksheel-side-text (269, 694, 329, 797)
hands-rakhi-illustration (169, 267, 252, 336)
kheesa-logo (397, 574, 442, 587)
text-line: ਵੀਰਾ ਤੇਰੇ ਗੁੱਟ ਤੇ ਸਜੇਗੀ ਪਿਆਰੀ ਰੱਖੜੀ, (10, 392, 56, 397)
text-line: "ਇਹ ਰੱਖੜੀ ਸਾਦੀ ਜ਼ਰੂਰ ਹੈ ਪਰ ਇਸ ਵਿੱਚ ਮੇਰਾ ਸਾਰਾ ਪਿਆਰ ਹੈ।" (10, 882, 86, 887)
